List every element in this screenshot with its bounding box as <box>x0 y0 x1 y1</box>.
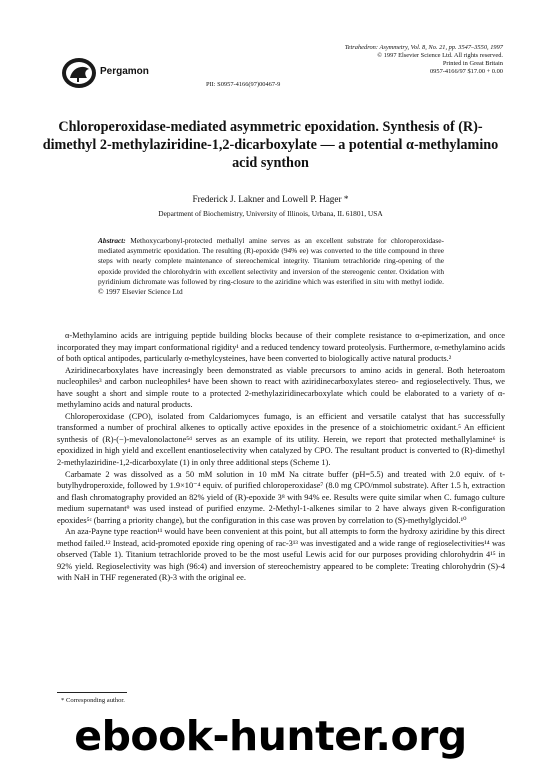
footnote-divider <box>57 692 127 693</box>
abstract-text: Methoxycarbonyl-protected methallyl amine serves as an excellent substrate for chloroperoxidase-mediated asymmetric epoxidation. The resulting (R)-epoxide (94% ee) was converted to the title compound in three steps with nearly complete maintenance of stereochemical integrity. Titanium tetrachloride ring-opening of the epoxide provided the chlorohydrin with excellent selectivity and inversion of the stereogenic center. Oxidation with pyridinium dichromate was followed by ring-closure to the aziridine which was esterified in situ with methyl iodide. © 1997 Elsevier Science Ltd <box>98 236 444 297</box>
copyright-line: © 1997 Elsevier Science Ltd. All rights reserved. <box>377 52 503 60</box>
author-affiliation: Department of Biochemistry, University of Illinois, Urbana, IL 61801, USA <box>158 209 383 218</box>
body-paragraph: α-Methylamino acids are intriguing peptide building blocks because of their complete resistance to α-epimerization, and once incorporated they may impart conformational rigidity¹ and a reduced tendency toward proteolysis. Furthermore, α-methylamino acids of both optical antipodes, particularly α-methylcysteines, have been converted to biologically active natural products.² <box>57 331 505 364</box>
issn-price-line: 0957-4166/97 $17.00 + 0.00 <box>429 68 503 76</box>
body-paragraph: An aza-Payne type reaction¹¹ would have been convenient at this point, but all attempts to form the hydroxy aziridine by this direct method failed.¹² Instead, acid-promoted epoxide ring opening of rac-3¹³ was investigated and a wide range of regioselectivities¹⁴ was observed (Table 1). Titanium tetrachloride proved to be the most useful Lewis acid for our purposes providing chlorohydrin 4¹⁵ in 92% yield. Regioselectivity was high (96:4) and inversion of stereochemistry appeared to be complete: Treating chlorohydrin (S)-4 with NaH in THF regenerated (R)-3 with the original ee. <box>57 527 505 583</box>
journal-citation: Tetrahedron: Asymmetry, Vol. 8, No. 21, pp. 3547–3550, 1997 <box>344 44 503 51</box>
corresponding-author-footnote: * Corresponding author. <box>61 697 125 704</box>
pii-identifier: PII: S0957-4166(97)00467-9 <box>206 81 281 88</box>
body-paragraph: Chloroperoxidase (CPO), isolated from Caldariomyces fumago, is an efficient and versatile catalyst that has successfully transformed a number of prochiral alkenes to optically active epoxides in the presence of a stoichiometric oxidant.⁵ An efficient synthesis of (R)-(−)-mevalonolactone⁵ᵈ serves as an example of its utility. Herein, we report that protected methallylamine⁶ is epoxidized in high yield and excellent enantioselectivity when catalyzed by CPO. The resultant product is converted to (R)-dimethyl 2-methylaziridine-1,2-dicarboxylate (1) in only three additional steps (Scheme 1). <box>57 411 505 468</box>
article-body <box>57 330 505 584</box>
abstract-block <box>98 236 444 297</box>
watermark: ebook-hunter.org <box>74 712 467 760</box>
article-title: Chloroperoxidase-mediated asymmetric epoxidation. Synthesis of (R)-dimethyl 2-methylaziridine-1,2-dicarboxylate — a potential α-methylamino acid synthon <box>42 119 499 171</box>
abstract-label: Abstract: <box>98 236 126 245</box>
journal-info <box>263 44 503 76</box>
publisher-name: Pergamon <box>100 66 149 77</box>
body-paragraph: Aziridinecarboxylates have increasingly been demonstrated as viable precursors to amino acids in general. Both heteroatom nucleophiles³ and carbon nucleophiles⁴ have been shown to react with aziridinecarboxylates stereo- and regioselectively. Thus, we have sought a short and simple route to a protected 2-methylaziridinecarboxylate which could be elaborated to a variety of α-methylamino acids and natural products. <box>57 365 505 410</box>
printed-line: Printed in Great Britain <box>442 60 503 68</box>
pergamon-logo <box>60 56 98 90</box>
author-list: Frederick J. Lakner and Lowell P. Hager * <box>192 194 349 204</box>
body-paragraph: Carbamate 2 was dissolved as a 50 mM solution in 10 mM Na citrate buffer (pH=5.5) and treated with 2.0 equiv. of t-butylhydroperoxide, followed by 1.9×10⁻⁴ equiv. of purified chloroperoxidase⁷ (8.0 mg CPO/mmol substrate). After 1.5 h, extraction and flash chromatography provided an 82% yield of (R)-epoxide 3⁸ with 94% ee. Results were quite similar when C. fumago culture medium supernatant⁹ was used instead of purified enzyme. 2-Methyl-1-alkenes similar to 2 have always given R-configuration epoxides⁵ᶜ (barring a priority change), but the configuration in this case was proven by correlation to (S)-methylglycidol.¹⁰ <box>57 469 505 525</box>
